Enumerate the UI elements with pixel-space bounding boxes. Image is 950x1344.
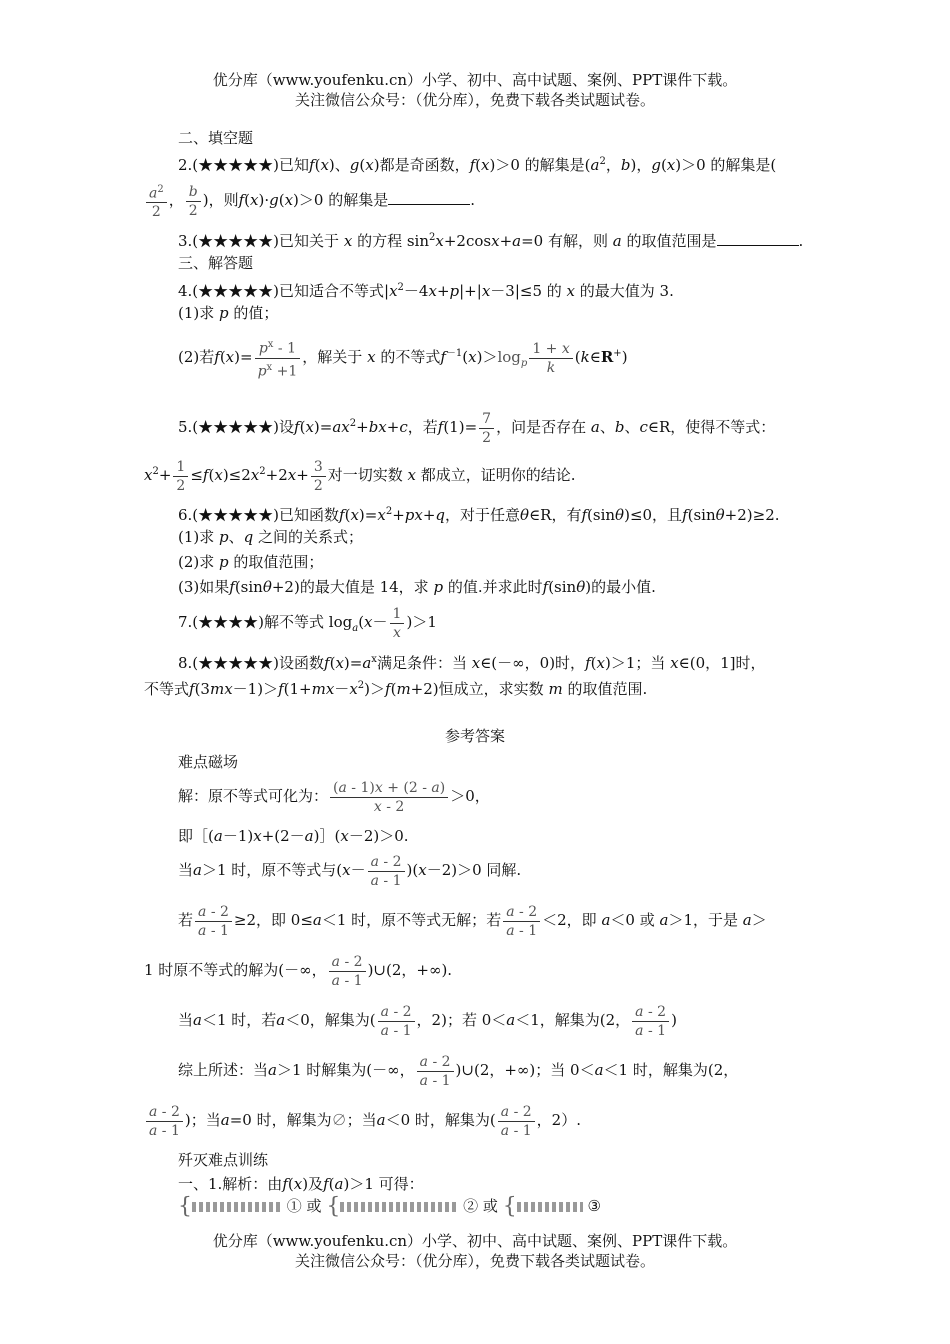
empty-set-symbol: ∅ bbox=[331, 1111, 347, 1129]
answer-subtitle-1: 难点磁场 bbox=[178, 753, 239, 771]
question-4: 4.(★★★★★)已知适合不等式$|x^2-4x+p|+|x-3|\le 5$ 的 x 的最大值为 3. bbox=[178, 282, 674, 300]
answer-blank-3 bbox=[717, 231, 799, 246]
brace-symbol: { bbox=[326, 1194, 341, 1219]
section-fill-in: 二、填空题 bbox=[178, 129, 254, 147]
question-2-line-1: 2.(★★★★★)已知f(x)、g(x)都是奇函数，f(x)＞0 的解集是($a^2$，b)，g(x)＞0 的解集是( bbox=[178, 156, 777, 174]
question-6-part-3: (3)如果f(sinθ+2)的最大值是 14，求 p 的值.并求此时f(sinθ)的最小值. bbox=[178, 578, 656, 596]
question-4-part-1: (1)求 p 的值； bbox=[178, 304, 279, 322]
question-8-line-2: 不等式$f(3mx-1)>f(1+mx-x^2)>f(m+2)$恒成立，求实数 m 的取值范围. bbox=[144, 680, 648, 698]
question-8-line-1: 8.(★★★★★)设函数$f(x)=a^x$满足条件：当 x∈(－∞，0)时，f(x)＞1；当 x∈(0，1]时， bbox=[178, 654, 766, 672]
fraction-a-2-over-a-1: $\frac{a - 2}{a - 1}$ bbox=[503, 903, 540, 940]
section-solve: 三、解答题 bbox=[178, 254, 254, 272]
question-6: 6.(★★★★★)已知函数$f(x)=x^2+px+q$，对于任意θ∈R，有f(sinθ)≤0，且f(sinθ+2)≥2. bbox=[178, 506, 780, 524]
question-5-line-1: 5.(★★★★★)设$f(x)=ax^2+bx+c$，若f(1)= $\frac{7}{2}$ ，问是否存在 a、b、c∈R，使得不等式： bbox=[178, 410, 776, 446]
answer-line-4: 若 $\frac{a - 2}{a - 1}$ ≥2，即 0≤a＜1 时，原不等式无解；若 $\frac{a - 2}{a - 1}$ ＜2，即 a＜0 或 a＞1，于是 a＞ bbox=[178, 903, 767, 939]
answer-line-5: 1 时原不等式的解为(－∞， $\frac{a - 2}{a - 1}$ )∪(2，+∞). bbox=[144, 953, 453, 989]
cropped-formula-3 bbox=[517, 1202, 583, 1212]
answer-line-2: 即［(a－1)x+(2－a)］(x－2)＞0. bbox=[178, 827, 409, 845]
answer-blank-2 bbox=[388, 190, 470, 205]
fraction-1-over-2: $\frac{1}{2}$ bbox=[173, 458, 188, 495]
answer-subtitle-2: 歼灭难点训练 bbox=[178, 1151, 269, 1169]
fraction-px-minus-1-over-px-plus-1: $\frac{p^x - 1}{p^x +1}$ bbox=[255, 336, 301, 380]
fraction-7-over-2: $\frac{7}{2}$ bbox=[479, 410, 494, 447]
training-line-1: 一、1.解析：由f(x)及f(a)＞1 可得： bbox=[178, 1175, 424, 1193]
brace-symbol: { bbox=[502, 1194, 517, 1219]
brace-symbol: { bbox=[178, 1194, 192, 1219]
fraction-a-2-over-a-1: $\frac{a - 2}{a - 1}$ bbox=[378, 1003, 415, 1040]
footer-line-1: 优分库（www.youfenku.cn）小学、初中、高中试题、案例、PPT课件下载。 bbox=[212, 1232, 738, 1250]
fraction-a-2-over-a-1: $\frac{a - 2}{a - 1}$ bbox=[632, 1003, 669, 1040]
cropped-formula-2 bbox=[340, 1202, 458, 1212]
question-5-line-2: $x^2+$ $\frac{1}{2}$ $\le f(x)\le 2x^2+2x+$ $\frac{3}{2}$ 对一切实数 x 都成立，证明你的结论. bbox=[144, 458, 576, 494]
fraction-a-2-over-a-1: $\frac{a - 2}{a - 1}$ bbox=[195, 903, 232, 940]
question-6-part-1: (1)求 p、q 之间的关系式； bbox=[178, 528, 364, 546]
fraction-main-inequality: $\frac{(a - 1)x + (2 - a)}{x - 2}$ bbox=[330, 779, 448, 816]
question-2-line-2: $\frac{a^2}{2}$ ， $\frac{b}{2}$ )，则f(x)·g(x)＞0 的解集是 . bbox=[144, 180, 475, 221]
answer-line-6: 当a＜1 时，若a＜0，解集为( $\frac{a - 2}{a - 1}$ ，2)；若 0＜a＜1，解集为(2， $\frac{a - 2}{a - 1}$ ) bbox=[178, 1003, 677, 1039]
question-3: 3.(★★★★★)已知关于 x 的方程 $\sin^2x+2\cos x+a=0$ 有解，则 a 的取值范围是 . bbox=[178, 232, 804, 250]
question-4-part-2: (2)若f(x)= $\frac{p^x - 1}{p^x +1}$ ，解关于 x 的不等式$f^{-1}(x)>\log_p$ $\frac{1 + x}{k}$ (k∈R+) bbox=[178, 334, 628, 384]
fraction-a-2-over-a-1: $\frac{a - 2}{a - 1}$ bbox=[329, 953, 366, 990]
fraction-1-plus-x-over-k: $\frac{1 + x}{k}$ bbox=[529, 340, 572, 377]
answer-line-1: 解：原不等式可化为： $\frac{(a - 1)x + (2 - a)}{x - 2}$ ＞0， bbox=[178, 779, 490, 815]
footer-line-2: 关注微信公众号：（优分库），免费下载各类试题试卷。 bbox=[294, 1252, 655, 1270]
question-6-part-2: (2)求 p 的取值范围； bbox=[178, 553, 324, 571]
header-line-1: 优分库（www.youfenku.cn）小学、初中、高中试题、案例、PPT课件下载。 bbox=[212, 71, 738, 89]
training-conditions-line: { ① 或 { ② 或 { ③ bbox=[178, 1194, 601, 1219]
answer-title: 参考答案 bbox=[444, 727, 505, 745]
header-line-2: 关注微信公众号：（优分库），免费下载各类试题试卷。 bbox=[294, 91, 655, 109]
answer-line-3: 当a＞1 时，原不等式与(x－ $\frac{a - 2}{a - 1}$ )(x－2)＞0 同解. bbox=[178, 853, 522, 889]
fraction-a2-over-2: $\frac{a^2}{2}$ bbox=[146, 181, 167, 222]
fraction-3-over-2: $\frac{3}{2}$ bbox=[311, 458, 326, 495]
fraction-a-2-over-a-1: $\frac{a - 2}{a - 1}$ bbox=[368, 853, 405, 890]
fraction-1-over-x: $\frac{1}{x}$ bbox=[390, 605, 405, 642]
answer-line-8: $\frac{a - 2}{a - 1}$ )；当a=0 时，解集为∅；当a＜0 时，解集为( $\frac{a - 2}{a - 1}$ ，2）. bbox=[144, 1100, 581, 1140]
answer-line-7: 综上所述：当a＞1 时解集为(－∞， $\frac{a - 2}{a - 1}$ )∪(2，+∞)；当 0＜a＜1 时，解集为(2， bbox=[178, 1053, 739, 1089]
cropped-formula-1 bbox=[192, 1202, 282, 1212]
fraction-a-2-over-a-1: $\frac{a - 2}{a - 1}$ bbox=[146, 1103, 183, 1140]
fraction-a-2-over-a-1: $\frac{a - 2}{a - 1}$ bbox=[498, 1103, 535, 1140]
fraction-a-2-over-a-1: $\frac{a - 2}{a - 1}$ bbox=[417, 1053, 454, 1090]
fraction-b-over-2: $\frac{b}{2}$ bbox=[186, 183, 201, 220]
question-7: 7.(★★★★)解不等式 $\log_a(x-$ $\frac{1}{x}$ )＞1 bbox=[178, 605, 437, 641]
